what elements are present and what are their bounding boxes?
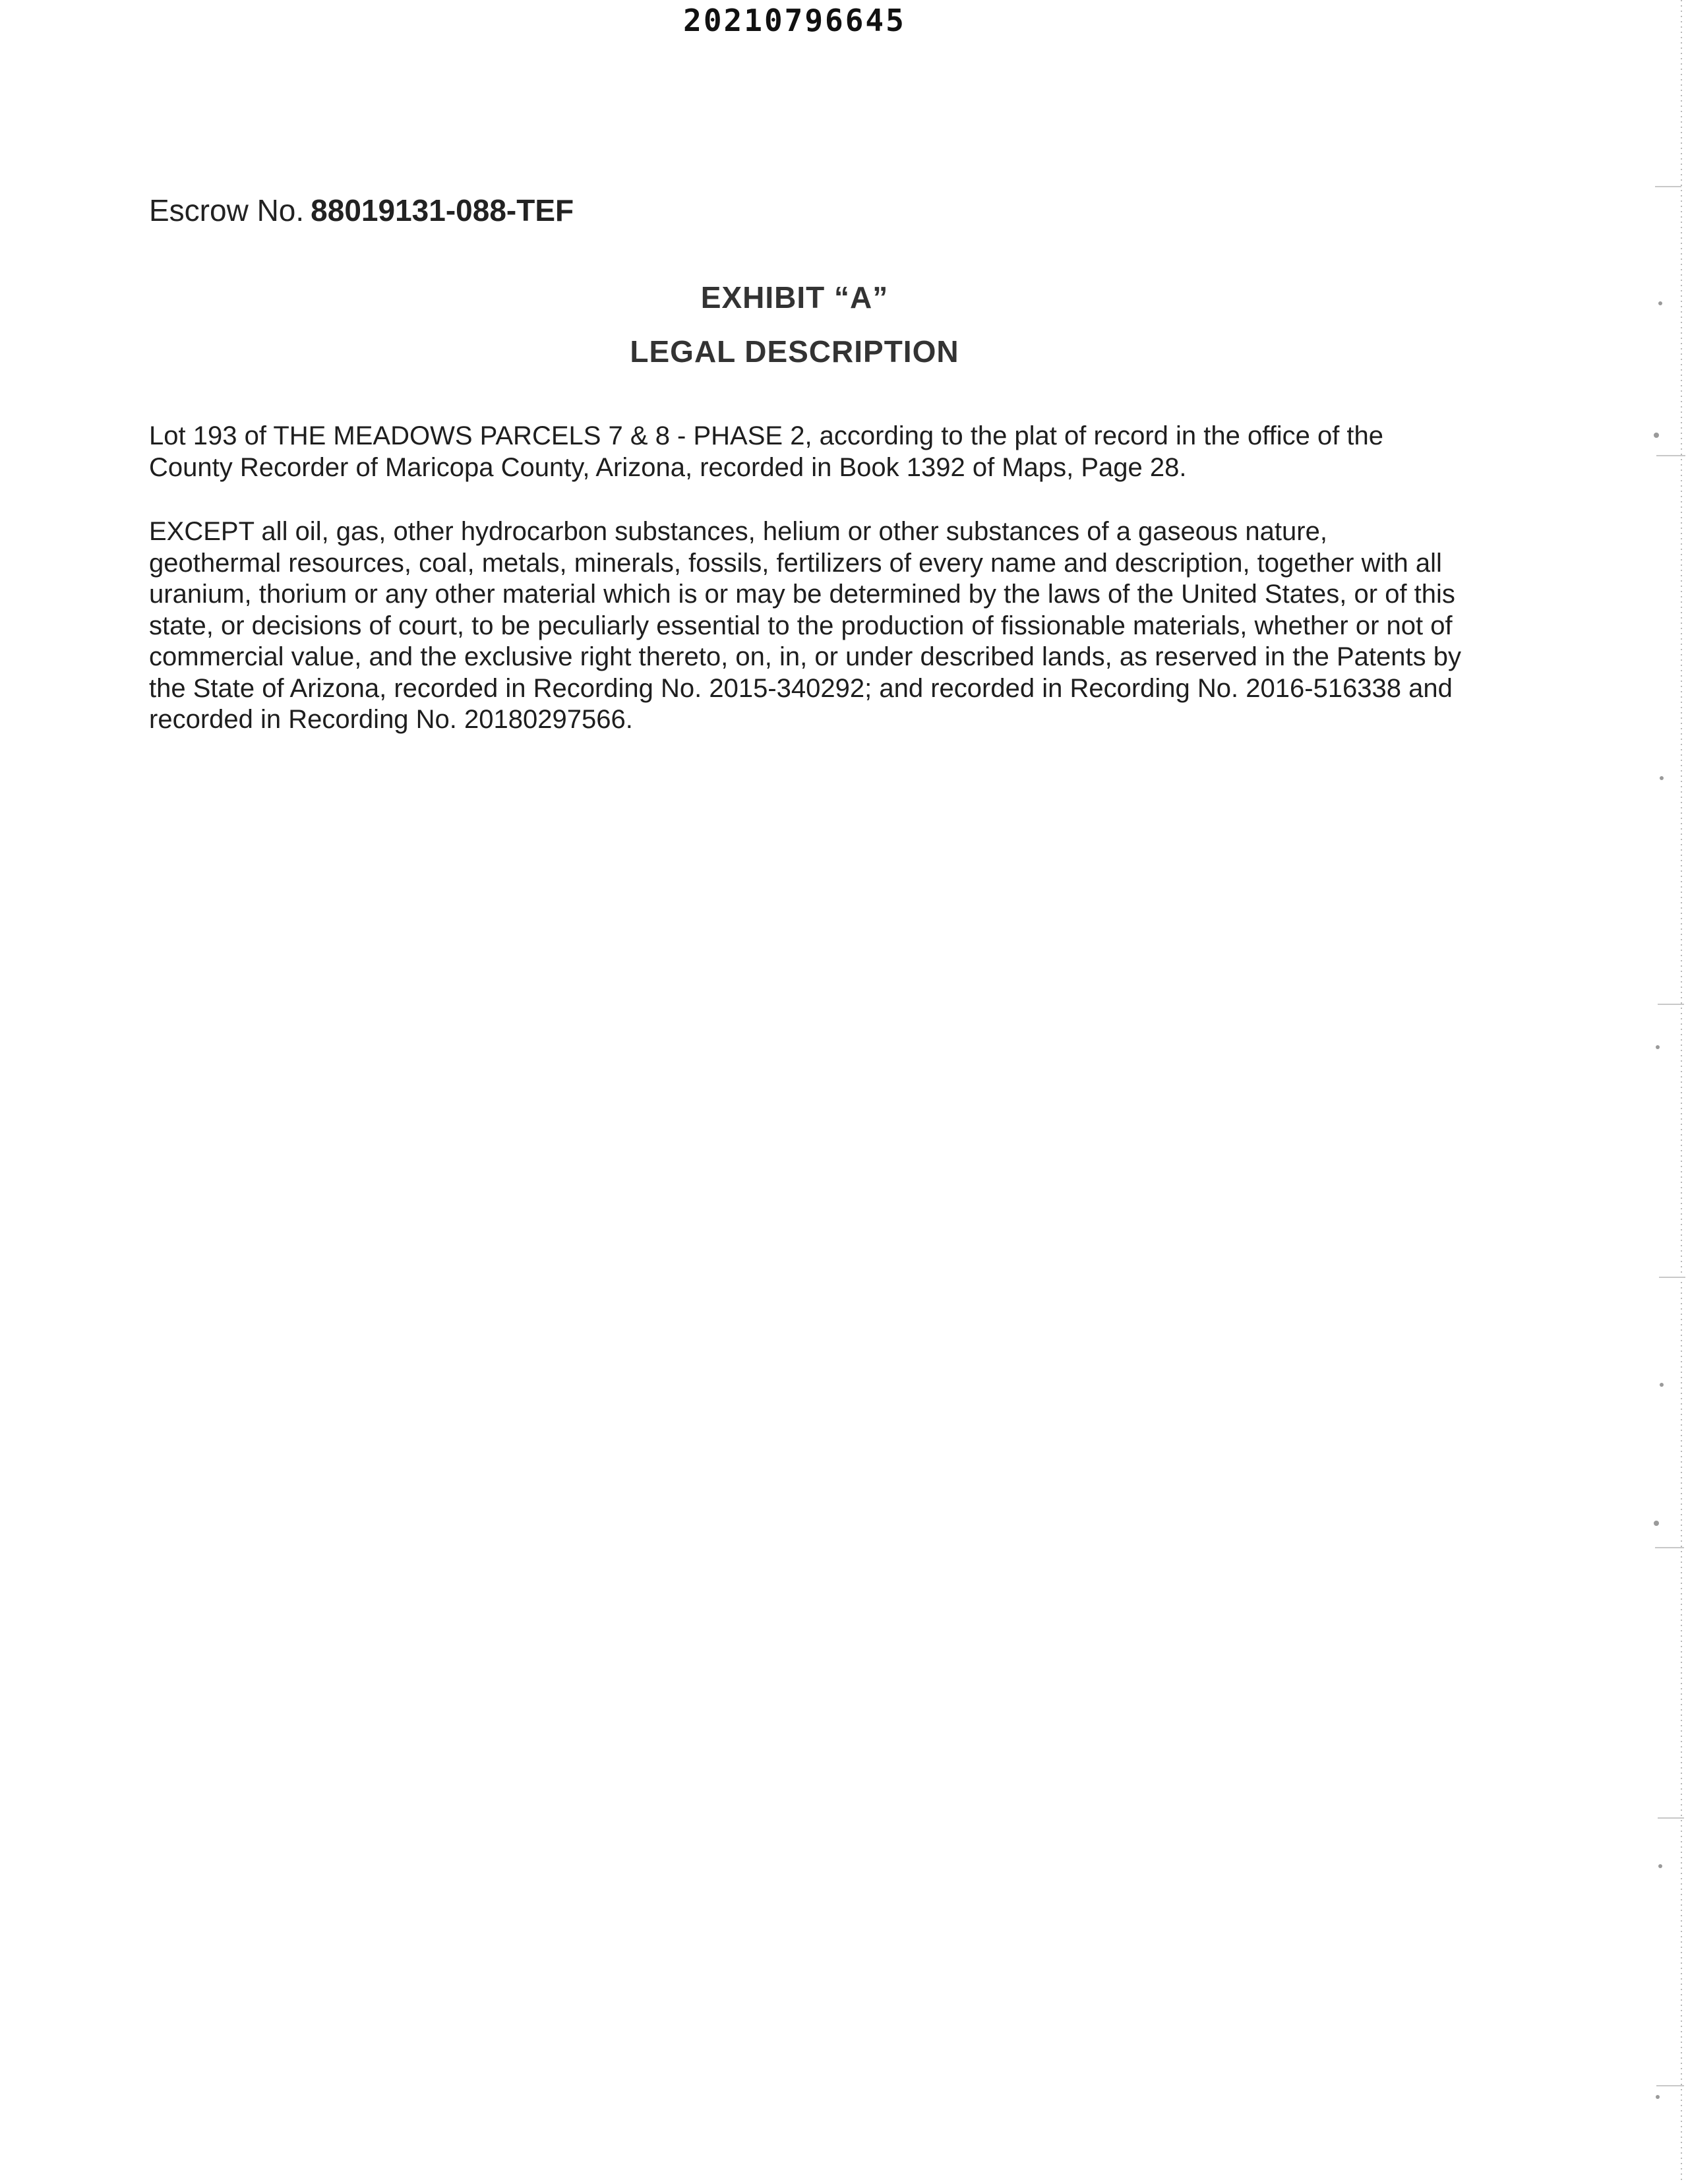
legal-description-title: LEGAL DESCRIPTION: [630, 334, 959, 369]
lot-description-paragraph: Lot 193 of THE MEADOWS PARCELS 7 & 8 - PHASE 2, according to the plat of record in the office of the County Recorder of Maricopa County, Arizona, recorded in Book 1392 of Maps, Page 28.: [149, 421, 1384, 482]
recording-number: 20210796645: [683, 3, 906, 38]
scan-edge-artifacts: [1642, 0, 1688, 2184]
escrow-line: [149, 193, 574, 228]
escrow-number: 88019131-088-TEF: [311, 193, 574, 228]
mineral-exception-paragraph: EXCEPT all oil, gas, other hydrocarbon substances, helium or other substances of a gaseous nature, geothermal resources, coal, metals, minerals, fossils, fertilizers of every name and description, together with all uranium, thorium or any other material which is or may be determined by the laws of the United States, or of this state, or decisions of court, to be peculiarly essential to the production of fissionable materials, whether or not of commercial value, and the exclusive right thereto, on, in, or under described lands, as reserved in the Patents by the State of Arizona, recorded in Recording No. 2015-340292; and recorded in Recording No. 2016-516338 and recorded in Recording No. 20180297566.: [149, 517, 1461, 734]
escrow-label: Escrow No.: [149, 193, 305, 228]
exhibit-title: EXHIBIT “A”: [700, 280, 889, 315]
